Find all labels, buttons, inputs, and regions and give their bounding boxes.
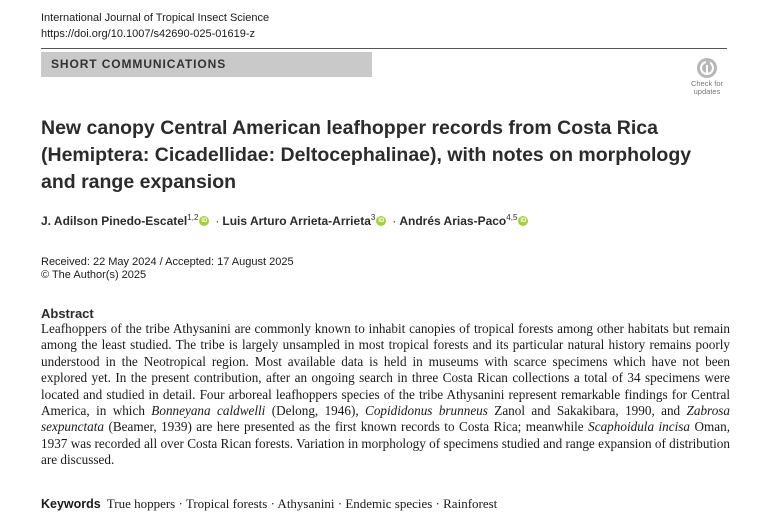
section-label: SHORT COMMUNICATIONS bbox=[51, 57, 227, 71]
author-list bbox=[41, 210, 531, 229]
author-name: J. Adilson Pinedo-Escatel bbox=[41, 214, 188, 228]
check-for-updates-label: Check for updates bbox=[690, 79, 724, 96]
orcid-icon[interactable]: iD bbox=[520, 217, 527, 224]
author-affiliation: 4,5 bbox=[506, 213, 518, 222]
doi-link[interactable]: https://doi.org/10.1007/s42690-025-01619-z bbox=[41, 28, 256, 40]
keywords-line bbox=[41, 496, 497, 512]
header-rule bbox=[41, 48, 727, 49]
abstract-body: Leafhoppers of the tribe Athysanini are commonly known to inhabit canopies of tropical forests among other habitats but remain among the least studied. The tribe is largely unsampled in most tropical forests and its particular natural history remains poorly understood in the Neotropical region. Most available data is held in museums with scarce specimens which have not been explored yet. In the present contribution, after an ongoing search in three Costa Rican collections a total of 34 specimens were located and studied in detail. Four arboreal leafhoppers species of the tribe Athysanini represent remarkable findings for Central America, in which Bonneyana caldwelli (Delong, 1946), Copididonus brunneus Zanol and Sakakibara, 1990, and Zabrosa sexpunctata (Beamer, 1939) are here presented as the first known records to Costa Rica; meanwhile Scaphoidula incisa Oman, 1937 was recorded all over Costa Rican forests. Variation in morphology of specimens studied and range expansion of distribution are discussed. bbox=[41, 321, 731, 468]
check-for-updates-badge[interactable] bbox=[686, 58, 728, 98]
species-name: Zabrosa sexpunctata bbox=[41, 403, 731, 435]
author-affiliation: 1,2 bbox=[187, 213, 199, 222]
orcid-icon[interactable]: iD bbox=[201, 217, 208, 224]
article-title: New canopy Central American leafhopper records from Costa Rica (Hemiptera: Cicadellidae: Deltocephalinae), with notes on morphology and range expansion bbox=[41, 117, 692, 193]
keywords-label: Keywords bbox=[41, 497, 101, 511]
copyright-notice: © The Author(s) 2025 bbox=[41, 269, 147, 281]
author-separator: · bbox=[215, 214, 220, 228]
check-for-updates-icon bbox=[697, 58, 717, 78]
species-name: Copididonus brunneus bbox=[365, 403, 488, 419]
keywords-list: True hoppers · Tropical forests · Athysanini · Endemic species · Rainforest bbox=[106, 496, 498, 511]
author-name: Luis Arturo Arrieta-Arrieta bbox=[222, 214, 371, 228]
orcid-icon[interactable]: iD bbox=[378, 217, 385, 224]
abstract-heading: Abstract bbox=[41, 306, 94, 321]
author-affiliation: 3 bbox=[370, 213, 376, 222]
species-name: Bonneyana caldwelli bbox=[151, 403, 266, 419]
author-name: Andrés Arias-Paco bbox=[399, 214, 507, 228]
species-name: Scaphoidula incisa bbox=[588, 419, 691, 435]
author-separator: · bbox=[392, 214, 397, 228]
journal-name: International Journal of Tropical Insect Science bbox=[41, 12, 270, 24]
section-banner bbox=[41, 52, 372, 77]
received-accepted-dates: Received: 22 May 2024 / Accepted: 17 August 2025 bbox=[41, 256, 294, 268]
